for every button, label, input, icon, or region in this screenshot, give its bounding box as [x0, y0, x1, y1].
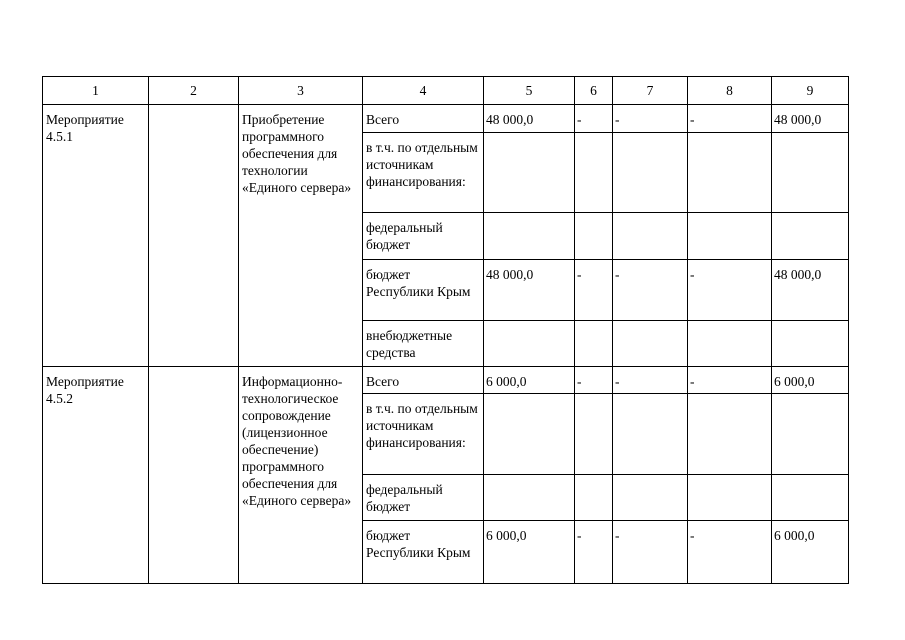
value-cell-7: [613, 133, 688, 213]
funding-source-cell: Всего: [363, 105, 484, 133]
table-row: [43, 105, 849, 133]
header-cell-5: 5: [484, 77, 575, 105]
value-cell-5: 48 000,0: [484, 260, 575, 321]
value-cell-9: [772, 321, 849, 367]
value-cell-7: [613, 394, 688, 475]
value-cell-9: [772, 475, 849, 521]
value-cell-6: [575, 213, 613, 260]
value-cell-5: [484, 213, 575, 260]
event-name-cell: Мероприятие 4.5.1: [43, 105, 149, 367]
header-cell-1: 1: [43, 77, 149, 105]
value-cell-9: 6 000,0: [772, 521, 849, 584]
funding-source-cell: федеральный бюджет: [363, 213, 484, 260]
header-cell-4: 4: [363, 77, 484, 105]
value-cell-8: -: [688, 105, 772, 133]
value-cell-8: [688, 133, 772, 213]
value-cell-5: 6 000,0: [484, 521, 575, 584]
table-row: [43, 367, 849, 394]
value-cell-7: -: [613, 105, 688, 133]
header-cell-3: 3: [239, 77, 363, 105]
value-cell-5: 6 000,0: [484, 367, 575, 394]
funding-source-cell: бюджет Республики Крым: [363, 260, 484, 321]
value-cell-8: -: [688, 260, 772, 321]
value-cell-8: -: [688, 521, 772, 584]
value-cell-6: -: [575, 367, 613, 394]
event-col2-cell: [149, 367, 239, 584]
value-cell-8: [688, 213, 772, 260]
funding-source-cell: федеральный бюджет: [363, 475, 484, 521]
value-cell-6: -: [575, 105, 613, 133]
value-cell-6: [575, 394, 613, 475]
event-description-cell: Информационно-технологическое сопровождение (лицензионное обеспечение) программного обеспечения для «Единого сервера»: [239, 367, 363, 584]
value-cell-8: -: [688, 367, 772, 394]
value-cell-7: -: [613, 521, 688, 584]
value-cell-5: [484, 133, 575, 213]
header-cell-8: 8: [688, 77, 772, 105]
value-cell-8: [688, 321, 772, 367]
header-cell-9: 9: [772, 77, 849, 105]
funding-source-cell: Всего: [363, 367, 484, 394]
value-cell-6: -: [575, 521, 613, 584]
header-cell-2: 2: [149, 77, 239, 105]
value-cell-7: [613, 213, 688, 260]
value-cell-9: 48 000,0: [772, 260, 849, 321]
funding-source-cell: в т.ч. по отдельным источникам финансирования:: [363, 133, 484, 213]
value-cell-8: [688, 475, 772, 521]
header-cell-7: 7: [613, 77, 688, 105]
value-cell-7: [613, 321, 688, 367]
header-cell-6: 6: [575, 77, 613, 105]
funding-source-cell: в т.ч. по отдельным источникам финансирования:: [363, 394, 484, 475]
value-cell-5: 48 000,0: [484, 105, 575, 133]
value-cell-9: 48 000,0: [772, 105, 849, 133]
value-cell-6: [575, 475, 613, 521]
event-description-cell: Приобретение программного обеспечения для технологии «Единого сервера»: [239, 105, 363, 367]
value-cell-9: [772, 394, 849, 475]
event-name-cell: Мероприятие 4.5.2: [43, 367, 149, 584]
event-col2-cell: [149, 105, 239, 367]
value-cell-6: -: [575, 260, 613, 321]
value-cell-6: [575, 321, 613, 367]
value-cell-7: -: [613, 367, 688, 394]
value-cell-6: [575, 133, 613, 213]
value-cell-9: [772, 213, 849, 260]
value-cell-9: [772, 133, 849, 213]
budget-table: [42, 76, 849, 584]
funding-source-cell: бюджет Республики Крым: [363, 521, 484, 584]
funding-source-cell: внебюджетные средства: [363, 321, 484, 367]
value-cell-7: [613, 475, 688, 521]
value-cell-5: [484, 475, 575, 521]
table-header-row: [43, 77, 849, 105]
value-cell-8: [688, 394, 772, 475]
value-cell-9: 6 000,0: [772, 367, 849, 394]
value-cell-5: [484, 321, 575, 367]
value-cell-7: -: [613, 260, 688, 321]
value-cell-5: [484, 394, 575, 475]
